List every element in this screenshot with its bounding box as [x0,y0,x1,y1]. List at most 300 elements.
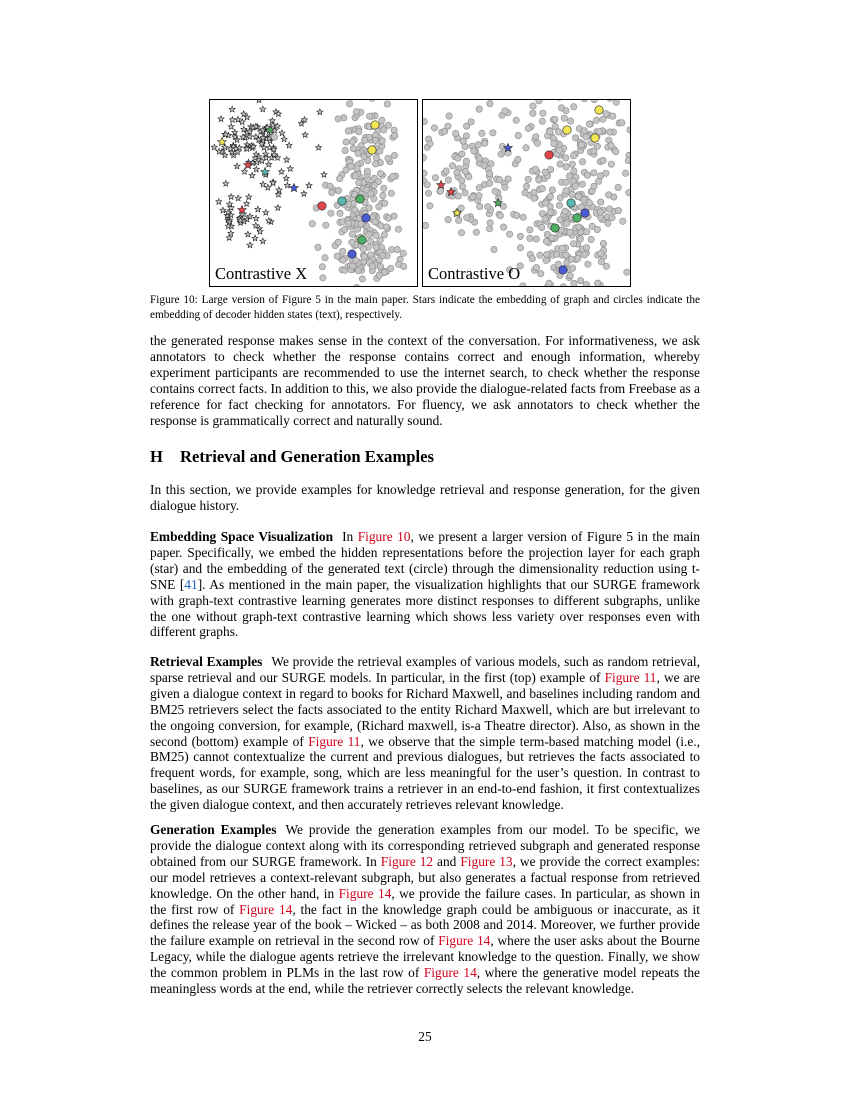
figure-link[interactable]: Figure 11 [604,669,657,685]
graph-star-marker [286,142,292,148]
text-circle-marker [342,226,348,232]
text-circle-marker [571,104,577,110]
graph-star-marker [317,109,323,115]
text-circle-marker [581,100,587,102]
text-circle-marker [563,108,569,114]
text-circle-marker [342,147,348,153]
colored-text-marker [573,214,581,222]
text-circle-marker [596,129,602,135]
colored-text-marker [348,250,356,258]
citation-link[interactable]: 41 [184,576,198,592]
text-circle-marker [481,162,487,168]
text-circle-marker [523,183,529,189]
graph-star-marker [249,172,255,178]
text-circle-marker [445,216,451,222]
text-circle-marker [591,183,597,189]
text-circle-marker [348,163,354,169]
text-circle-marker [529,255,535,261]
text-circle-marker [427,203,433,209]
text-circle-marker [525,125,531,131]
text-circle-marker [544,231,550,237]
figure-link[interactable]: Figure 14 [338,885,392,901]
figure-link[interactable]: Figure 14 [423,965,477,981]
text-circle-marker [392,132,398,138]
graph-star-marker [228,123,234,129]
text-circle-marker [339,248,345,254]
page-number: 25 [418,1029,432,1044]
text-circle-marker [432,175,438,181]
graph-star-marker [252,235,258,241]
text-circle-marker [352,173,358,179]
graph-star-marker [260,238,266,244]
text-circle-marker [466,174,472,180]
text-circle-marker [319,264,325,270]
text-circle-marker [364,168,370,174]
text-circle-marker [427,141,433,147]
text-circle-marker [527,227,533,233]
text-circle-marker [497,212,503,218]
text-circle-marker [506,231,512,237]
text-circle-marker [530,103,536,109]
text-circle-marker [554,251,560,257]
text-circle-marker [470,194,476,200]
text-circle-marker [381,232,387,238]
text-circle-marker [337,175,343,181]
text-circle-marker [456,217,462,223]
graph-star-marker [316,144,322,150]
colored-text-marker [591,134,599,142]
text-circle-marker [486,170,492,176]
graph-star-marker [253,222,259,228]
colored-text-marker [362,214,370,222]
text-circle-marker [563,179,569,185]
text-circle-marker [349,239,355,245]
colored-text-marker [551,224,559,232]
text-circle-marker [327,183,333,189]
text-circle-marker [517,233,523,239]
figure-link[interactable]: Figure 12 [380,853,434,869]
text-circle-marker [371,182,377,188]
text-circle-marker [625,157,631,163]
text-circle-marker [608,161,614,167]
text-span: We provide the retrieval examples of various models, such as random retrieval, sparse retrieval and our SURGE models. In particular, in the first (top) example of [150,654,701,685]
text-circle-marker [388,190,394,196]
graph-star-marker [218,116,224,122]
text-circle-marker [368,191,374,197]
text-span: In [342,529,358,544]
text-circle-marker [619,120,625,126]
text-circle-marker [486,180,492,186]
text-circle-marker [584,172,590,178]
text-circle-marker [381,200,387,206]
text-circle-marker [598,259,604,265]
text-circle-marker [570,153,576,159]
section-number: H [150,447,163,466]
text-circle-marker [340,257,346,263]
paragraph-embedding-visualization [150,529,700,640]
graph-star-marker [253,166,259,172]
text-circle-marker [600,157,606,163]
text-circle-marker [533,236,539,242]
text-circle-marker [598,199,604,205]
text-circle-marker [547,209,553,215]
text-circle-marker [320,275,326,281]
text-circle-marker [352,207,358,213]
figure-link[interactable]: Figure 11 [308,733,361,749]
text-circle-marker [559,245,565,251]
text-circle-marker [423,170,427,176]
text-circle-marker [384,101,390,107]
runin-heading: Generation Examples [150,822,277,837]
text-circle-marker [477,203,483,209]
graph-star-marker [235,195,241,201]
text-circle-marker [395,226,401,232]
text-circle-marker [423,155,427,161]
graph-star-marker [247,242,253,248]
text-circle-marker [570,241,576,247]
text-circle-marker [491,246,497,252]
text-circle-marker [514,212,520,218]
graph-star-marker [255,206,261,212]
graph-star-marker [256,100,262,103]
text-circle-marker [322,255,328,261]
text-circle-marker [459,183,465,189]
text-circle-marker [539,185,545,191]
text-circle-marker [376,272,382,278]
text-circle-marker [538,270,544,276]
text-circle-marker [517,245,523,251]
figure-panel-contrastive-x [209,99,418,287]
text-circle-marker [533,134,539,140]
text-circle-marker [445,177,451,183]
text-span: , we present a larger version of Figure 5 in the main paper. Specifically, we embed the hidden representations before the projection layer for each graph (star) and the embedding of the generated text (circle) through the dimensionality reduction using t-SNE [ [150,529,701,592]
text-circle-marker [606,192,612,198]
text-circle-marker [556,202,562,208]
colored-text-marker [338,197,346,205]
tsne-scatter-right [423,100,631,286]
text-circle-marker [520,214,526,220]
text-circle-marker [624,269,630,275]
text-circle-marker [391,152,397,158]
text-circle-marker [552,116,558,122]
text-circle-marker [381,185,387,191]
text-span: and [433,853,461,869]
figure-link[interactable]: Figure 14 [438,933,491,949]
text-circle-marker [567,118,573,124]
text-span: , where the generative model repeats the meaningless words at the end, while the retriever correctly selects the relevant knowledge. [150,965,700,997]
text-circle-marker [487,100,493,106]
text-circle-marker [544,251,550,257]
text-circle-marker [613,100,619,105]
text-circle-marker [353,257,359,263]
graph-star-marker [260,181,266,187]
colored-text-marker [368,146,376,154]
text-circle-marker [556,147,562,153]
text-circle-marker [551,140,557,146]
text-circle-marker [462,190,468,196]
text-circle-marker [594,280,600,286]
text-circle-marker [443,168,449,174]
graph-star-marker [266,161,272,167]
text-circle-marker [492,188,498,194]
graph-star-marker [238,206,247,214]
graph-star-marker [269,118,275,124]
paragraph-retrieval-examples [150,654,700,813]
text-circle-marker [383,224,389,230]
text-circle-marker [368,252,374,258]
graph-star-marker [281,136,287,142]
text-circle-marker [606,206,612,212]
runin-heading: Retrieval Examples [150,654,263,669]
text-circle-marker [500,224,506,230]
figure-panel-contrastive-o [422,99,631,287]
text-circle-marker [490,130,496,136]
colored-text-marker [595,106,603,114]
graph-star-marker [220,207,226,213]
text-circle-marker [359,276,365,282]
text-circle-marker [380,192,386,198]
text-circle-marker [530,110,536,116]
text-circle-marker [595,178,601,184]
colored-text-marker [318,202,326,210]
text-circle-marker [379,252,385,258]
text-circle-marker [335,116,341,122]
text-circle-marker [564,220,570,226]
text-circle-marker [594,226,600,232]
text-circle-marker [355,150,361,156]
graph-star-marker [301,191,307,197]
text-span: , we provide the failure cases. In particular, as shown in the first row of [150,885,701,917]
graph-star-marker [275,205,281,211]
text-circle-marker [607,129,613,135]
text-circle-marker [579,159,585,165]
text-circle-marker [581,128,587,134]
text-circle-marker [600,240,606,246]
text-circle-marker [522,190,528,196]
text-circle-marker [487,220,493,226]
graph-star-marker [241,169,247,175]
text-circle-marker [475,142,481,148]
text-circle-marker [569,265,575,271]
text-circle-marker [579,181,585,187]
text-circle-marker [385,155,391,161]
section-title: Retrieval and Generation Examples [180,447,434,466]
text-circle-marker [591,170,597,176]
graph-star-marker [260,106,266,112]
text-circle-marker [424,182,430,188]
text-circle-marker [584,229,590,235]
text-span: , where the user asks about the Bourne Legacy, while the dialogue agents retrieve the irrelevant knowledge to the question. Finally, we show the common problem in PLMs in the last row of [150,933,700,981]
text-circle-marker [394,246,400,252]
graph-star-marker [263,209,269,215]
text-circle-marker [485,204,491,210]
text-circle-marker [546,280,552,286]
graph-star-marker [211,144,217,150]
text-circle-marker [373,244,379,250]
text-circle-marker [356,129,362,135]
text-circle-marker [563,164,569,170]
graph-star-marker [216,199,222,205]
text-circle-marker [622,170,628,176]
text-circle-marker [362,137,368,143]
text-circle-marker [449,163,455,169]
text-circle-marker [345,220,351,226]
text-circle-marker [423,222,429,228]
text-circle-marker [603,170,609,176]
text-span: , we observe that the simple term-based matching model (i.e., BM25) cannot contextualize the current and previous dialogues, but retrieves the facts associated to frequent words, for example, song, which are less meaningful for the user’s question. In contrast to baselines, as our SURGE framework trains a retriever in an end-to-end fashion, it first contextualizes the given dialogue context, and then accurately retrieves relevant knowledge. [150,733,700,813]
text-circle-marker [571,280,577,286]
text-circle-marker [505,176,511,182]
text-circle-marker [536,177,542,183]
text-circle-marker [537,252,543,258]
colored-text-marker [358,236,366,244]
graph-star-marker [274,123,280,129]
colored-text-marker [545,151,553,159]
text-circle-marker [341,115,347,121]
paragraph-section-intro: In this section, we provide examples for knowledge retrieval and response generation, for the given dialogue history. [150,482,700,513]
text-circle-marker [555,129,561,135]
text-circle-marker [608,142,614,148]
text-circle-marker [471,148,477,154]
text-circle-marker [569,161,575,167]
text-circle-marker [610,113,616,119]
text-circle-marker [561,115,567,121]
text-circle-marker [523,145,529,151]
text-circle-marker [458,230,464,236]
text-circle-marker [543,257,549,263]
colored-text-marker [356,195,364,203]
graph-star-marker [245,231,251,237]
text-circle-marker [390,173,396,179]
text-circle-marker [345,128,351,134]
text-circle-marker [594,143,600,149]
text-circle-marker [568,256,574,262]
text-circle-marker [354,284,360,286]
text-circle-marker [569,191,575,197]
text-circle-marker [567,272,573,278]
text-circle-marker [630,159,631,165]
graph-star-marker [265,184,271,190]
text-circle-marker [479,130,485,136]
text-circle-marker [527,235,533,241]
text-circle-marker [337,210,343,216]
text-circle-marker [379,117,385,123]
text-circle-marker [598,250,604,256]
text-circle-marker [557,217,563,223]
text-circle-marker [463,123,469,129]
text-circle-marker [578,142,584,148]
text-circle-marker [445,123,451,129]
graph-star-marker [244,201,250,207]
graph-star-marker [284,157,290,163]
text-circle-marker [335,187,341,193]
text-circle-marker [423,118,427,124]
text-circle-marker [567,229,573,235]
graph-star-marker [302,132,308,138]
text-span: ]. As mentioned in the main paper, the visualization highlights that our SURGE framework with graph-text contrastive learning generates more distinct responses to different subgraphs, unlike the one without graph-text contrastive learning which shows less variety over responses even with different graphs. [150,576,701,640]
text-circle-marker [346,101,352,107]
text-span: We provide the generation examples from our model. To be specific, we provide the dialogue context along with its corresponding retrieved subgraph and generated response obtained from our SURGE framework. In [150,822,701,869]
text-circle-marker [425,190,431,196]
text-circle-marker [353,109,359,115]
text-circle-marker [549,187,555,193]
graph-star-marker [229,106,235,112]
text-circle-marker [464,215,470,221]
graph-star-marker [306,182,312,188]
text-span: , the fact in the knowledge graph could be ambiguous or inaccurate, as it defines the release year of the book – Wicked – as both 2008 and 2014. Moreover, we further provide the failure example on retrieval in the second row of [150,901,700,949]
text-circle-marker [547,128,553,134]
colored-text-marker [581,209,589,217]
text-circle-marker [329,189,335,195]
tsne-scatter-left [210,100,417,286]
text-circle-marker [372,219,378,225]
text-circle-marker [502,184,508,190]
text-circle-marker [356,179,362,185]
graph-star-marker [283,175,289,181]
text-circle-marker [539,224,545,230]
graph-star-marker [278,169,284,175]
colored-text-marker [371,121,379,129]
figure-link[interactable]: Figure 13 [460,853,513,869]
text-circle-marker [369,263,375,269]
text-circle-marker [315,244,321,250]
text-circle-marker [577,236,583,242]
text-circle-marker [431,125,437,131]
text-circle-marker [502,108,508,114]
text-circle-marker [459,151,465,157]
text-circle-marker [372,161,378,167]
text-circle-marker [455,193,461,199]
text-circle-marker [366,113,372,119]
text-circle-marker [446,113,452,119]
panel-label: Contrastive O [428,263,521,283]
text-circle-marker [585,261,591,267]
text-circle-marker [572,183,578,189]
text-circle-marker [473,229,479,235]
text-circle-marker [531,195,537,201]
text-circle-marker [486,226,492,232]
text-circle-marker [328,210,334,216]
text-circle-marker [349,231,355,237]
text-circle-marker [476,193,482,199]
text-circle-marker [525,176,531,182]
text-circle-marker [583,281,589,286]
graph-star-marker [321,171,327,177]
text-circle-marker [563,188,569,194]
text-circle-marker [540,110,546,116]
text-circle-marker [620,218,626,224]
graph-star-marker [301,117,307,123]
figure-link[interactable]: Figure 10 [357,529,411,544]
text-circle-marker [379,138,385,144]
text-circle-marker [463,158,469,164]
graph-star-marker [276,187,282,193]
text-circle-marker [335,239,341,245]
text-circle-marker [361,254,367,260]
text-circle-marker [500,203,506,209]
text-circle-marker [577,277,583,283]
text-circle-marker [343,139,349,145]
text-circle-marker [563,155,569,161]
paragraph-generation-examples [150,822,700,997]
figure-link[interactable]: Figure 14 [239,901,293,917]
text-circle-marker [627,127,631,133]
text-circle-marker [603,263,609,269]
text-circle-marker [377,263,383,269]
text-circle-marker [593,117,599,123]
section-heading [150,447,434,467]
text-circle-marker [607,100,613,101]
